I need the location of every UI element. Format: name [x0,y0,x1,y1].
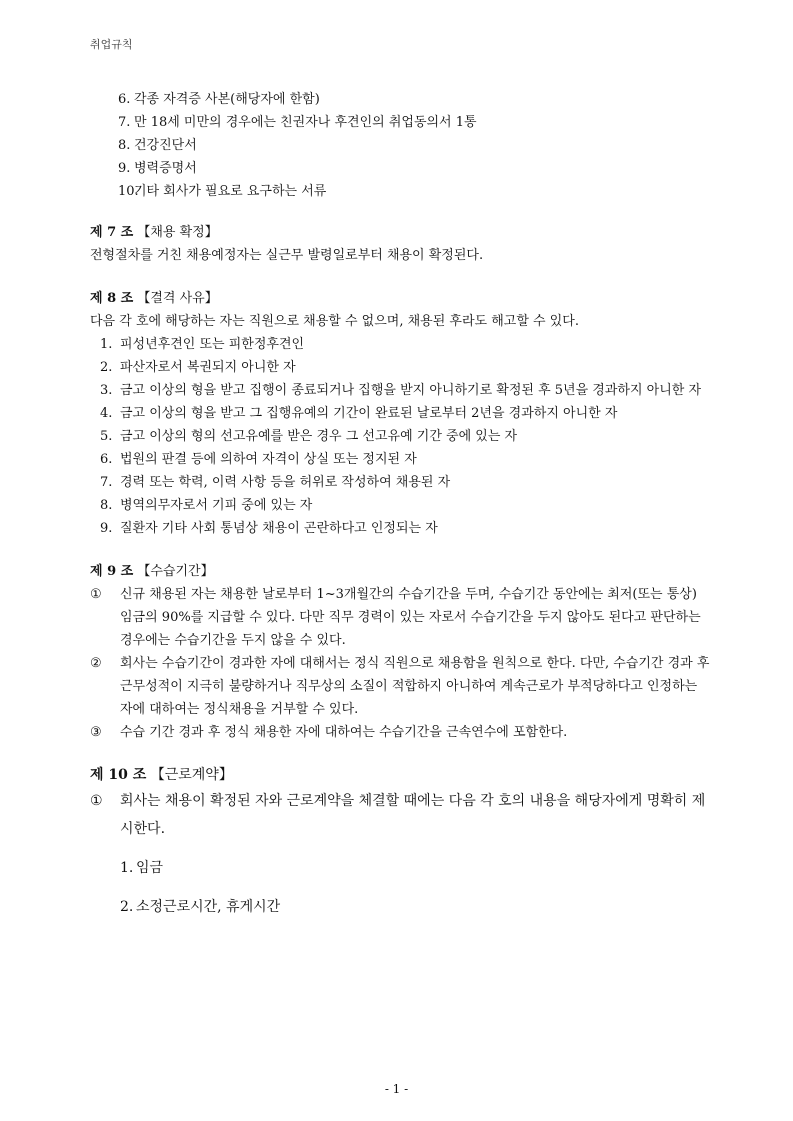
list-item: 5. 금고 이상의 형의 선고유예를 받은 경우 그 선고유예 기간 중에 있는 자 [100,429,518,444]
list-item: 2. 파산자로서 복권되지 아니한 자 [100,360,296,375]
list-item: ③ 수습 기간 경과 후 정식 채용한 자에 대하여는 수습기간을 근속연수에 포함한다. [90,725,568,740]
article-8-intro: 다음 각 호에 해당하는 자는 직원으로 채용할 수 없으며, 채용된 후라도 해고할 수 있다. [90,314,579,329]
list-item: 10. 기타 회사가 필요로 요구하는 서류 [118,184,327,199]
list-item: 7. 경력 또는 학력, 이력 사항 등을 허위로 작성하여 채용된 자 [100,475,451,490]
list-item: 9. 질환자 기타 사회 통념상 채용이 곤란하다고 인정되는 자 [100,521,438,536]
list-item: 9. 병력증명서 [118,161,197,176]
article-8-list [90,333,710,540]
list-item: 4. 금고 이상의 형을 받고 그 집행유예의 기간이 완료된 날로부터 2년을 경과하지 아니한 자 [100,406,618,421]
article-7-title: 제 7 조 【채용 확정】 [90,225,218,240]
article-8-title: 제 8 조 【결격 사유】 [90,291,218,306]
article-9-list [90,583,710,744]
article-10-list [90,787,710,843]
list-item: 1. 임금 [120,860,164,876]
list-item: ② 회사는 수습기간이 경과한 자에 대해서는 정식 직원으로 채용함을 원칙으로 한다. 다만, 수습기간 경과 후 근무성적이 지극히 불량하거나 직무상의 소질이 적합하지 아니하여 계속근로가 부적당하다고 인정하는 자에 대하여는 정식채용을 거부할 수 있다. [90,656,710,717]
list-item: 7. 만 18세 미만의 경우에는 친권자나 후견인의 취업동의서 1통 [118,115,477,130]
list-item: 2. 소정근로시간, 휴게시간 [120,899,281,915]
page-header: 취업규칙 [90,38,133,51]
list-item: 8. 병역의무자로서 기피 중에 있는 자 [100,498,313,513]
list-item: 1. 피성년후견인 또는 피한정후견인 [100,337,305,352]
list-item: 6. 법원의 판결 등에 의하여 자격이 상실 또는 정지된 자 [100,452,417,467]
article-9-title: 제 9 조 【수습기간】 [90,564,214,579]
article-7-body: 전형절차를 거친 채용예정자는 실근무 발령일로부터 채용이 확정된다. [90,248,484,263]
document-list-top [90,88,710,203]
list-item: 3. 금고 이상의 형을 받고 집행이 종료되거나 집행을 받지 아니하기로 확정된 후 5년을 경과하지 아니한 자 [100,383,702,398]
list-item: 6. 각종 자격증 사본(해당자에 한함) [118,92,320,107]
page-number: - 1 - [384,1082,409,1096]
list-item: ① 신규 채용된 자는 채용한 날로부터 1~3개월간의 수습기간을 두며, 수습기간 동안에는 최저(또는 통상) 임금의 90%를 지급할 수 있다. 다만 직무 경력이 있는 자로서 수습기간을 두지 않아도 된다고 판단하는 경우에는 수습기간을 두지 않을 수 있다. [90,587,701,648]
article-10-title: 제 10 조 【근로계약】 [90,767,233,783]
list-item: 8. 건강진단서 [118,138,197,153]
article-10-sublist [90,857,710,919]
list-item: ① 회사는 채용이 확정된 자와 근로계약을 체결할 때에는 다음 각 호의 내용을 해당자에게 명확히 제시한다. [90,793,706,837]
document-body [90,88,710,919]
